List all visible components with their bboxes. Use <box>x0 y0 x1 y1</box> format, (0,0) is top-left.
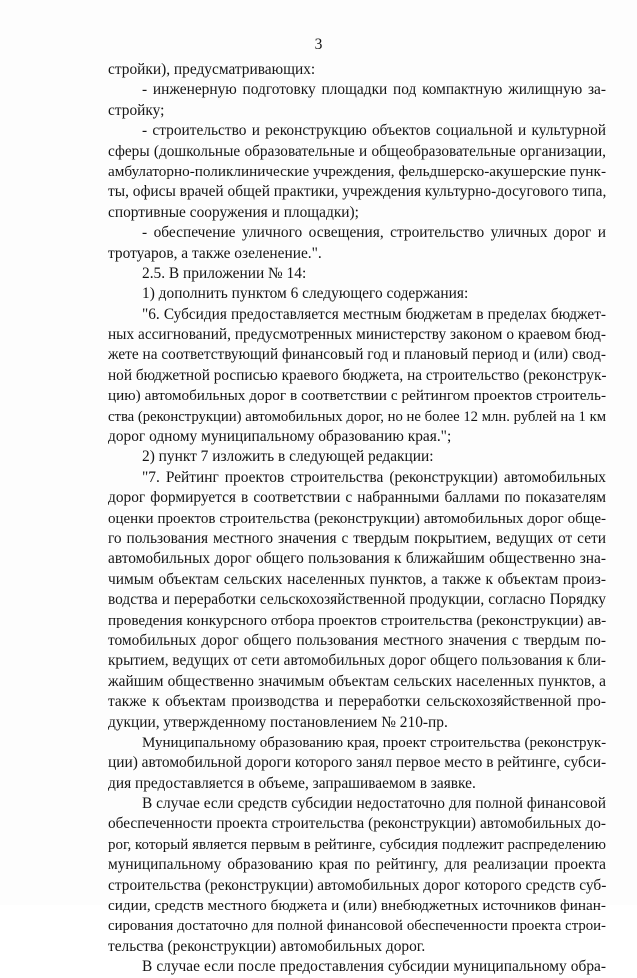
text-line: чимым объектам сельских населенных пунктов, а также к объектам произ- <box>108 570 606 588</box>
text-line: жайшим общественно значимым объектам сельских населенных пунктов, а <box>108 672 606 690</box>
text-line: дорог одному муниципальному образованию края."; <box>108 428 452 446</box>
text-line: ции) автомобильной дороги которого занял первое место в рейтинге, субси- <box>108 754 607 772</box>
text-line: дия предоставляется в объеме, запрашиваемом в заявке. <box>108 774 476 792</box>
text-line: обеспеченности проекта строительства (реконструкции) автомобильных до- <box>108 815 606 833</box>
text-line: также к объектам производства и переработки сельскохозяйственной про- <box>108 693 606 711</box>
text-line: го пользования местного значения с твердым покрытием, ведущих от сети <box>108 529 606 547</box>
text-line: 1) дополнить пунктом 6 следующего содержания: <box>142 285 469 303</box>
text-line: стройку; <box>108 101 165 119</box>
text-line: жете на соответствующий финансовый год и плановый период и (или) свод- <box>108 346 606 364</box>
text-line: рог, который является первым в рейтинге, субсидия подлежит распределению <box>108 836 606 853</box>
text-line: дорог формируется в соответствии с набранными баллами по показателям <box>108 489 606 507</box>
text-line: - инженерную подготовку площадки под компактную жилищную за- <box>142 81 606 99</box>
text-line: крытием, ведущих от сети автомобильных дорог общего пользования к бли- <box>108 652 606 670</box>
text-line: строительства (реконструкции) автомобильных дорог которого средств суб- <box>108 876 607 894</box>
text-line: стройки), предусматривающих: <box>108 61 316 78</box>
text-line: цию) автомобильных дорог в соответствии с рейтингом проектов строитель- <box>108 387 606 405</box>
text-line: 2) пункт 7 изложить в следующей редакции: <box>142 448 434 466</box>
text-line: автомобильных дорог общего пользования к ближайшим общественно зна- <box>108 550 606 568</box>
text-line: ных ассигнований, предусмотренных министерству законом о краевом бюд- <box>108 326 606 344</box>
text-line: 2.5. В приложении № 14: <box>142 264 307 282</box>
text-line: В случае если после предоставления субсидии муниципальному обра- <box>142 958 606 976</box>
text-line: томобильных дорог общего пользования местного значения с твердым по- <box>108 631 606 649</box>
text-line: ты, офисы врачей общей практики, учреждения культурно-досугового типа, <box>108 183 607 201</box>
text-line: ства (реконструкции) автомобильных дорог, но не более 12 млн. рублей на 1 км <box>108 408 606 425</box>
text-line: тротуаров, а также озеленение.". <box>108 244 322 262</box>
text-line: тельства (реконструкции) автомобильных дорог. <box>108 937 426 955</box>
text-line: сферы (дошкольные образовательные и общеобразовательные организации, <box>108 142 606 160</box>
text-line: сирования достаточно для полной финансовой обеспеченности проекта строи- <box>108 918 606 935</box>
page-number: 3 <box>314 36 323 53</box>
text-line: муниципальному образованию края по рейтингу, для реализации проекта <box>108 856 606 874</box>
text-line: проведения конкурсного отбора проектов строительства (реконструкции) ав- <box>108 611 607 629</box>
text-line: амбулаторно-поликлинические учреждения, фельдшерско-акушерские пунк- <box>108 162 606 180</box>
text-line: спортивные сооружения и площадки); <box>108 203 359 221</box>
text-line: водства и переработки сельскохозяйственной продукции, согласно Порядку <box>108 591 606 609</box>
text-line: Муниципальному образованию края, проект строительства (реконструк- <box>142 734 607 751</box>
text-line: дукции, утвержденному постановлением № 210-пр. <box>108 713 448 731</box>
text-line: оценки проектов строительства (реконструкции) автомобильных дорог обще- <box>108 510 606 527</box>
text-line: "7. Рейтинг проектов строительства (реконструкции) автомобильных <box>142 468 606 486</box>
document-body <box>108 60 606 978</box>
text-line: ной бюджетной росписью краевого бюджета, на строительство (реконструк- <box>108 366 607 384</box>
text-line: - строительство и реконструкцию объектов социальной и культурной <box>142 122 606 140</box>
text-line: сидии, средств местного бюджета и (или) внебюджетных источников финан- <box>108 897 606 915</box>
text-line: - обеспечение уличного освещения, строительство уличных дорог и <box>142 224 606 242</box>
text-line: В случае если средств субсидии недостаточно для полной финансовой <box>142 795 606 813</box>
text-line: "6. Субсидия предоставляется местным бюджетам в пределах бюджет- <box>142 305 606 323</box>
